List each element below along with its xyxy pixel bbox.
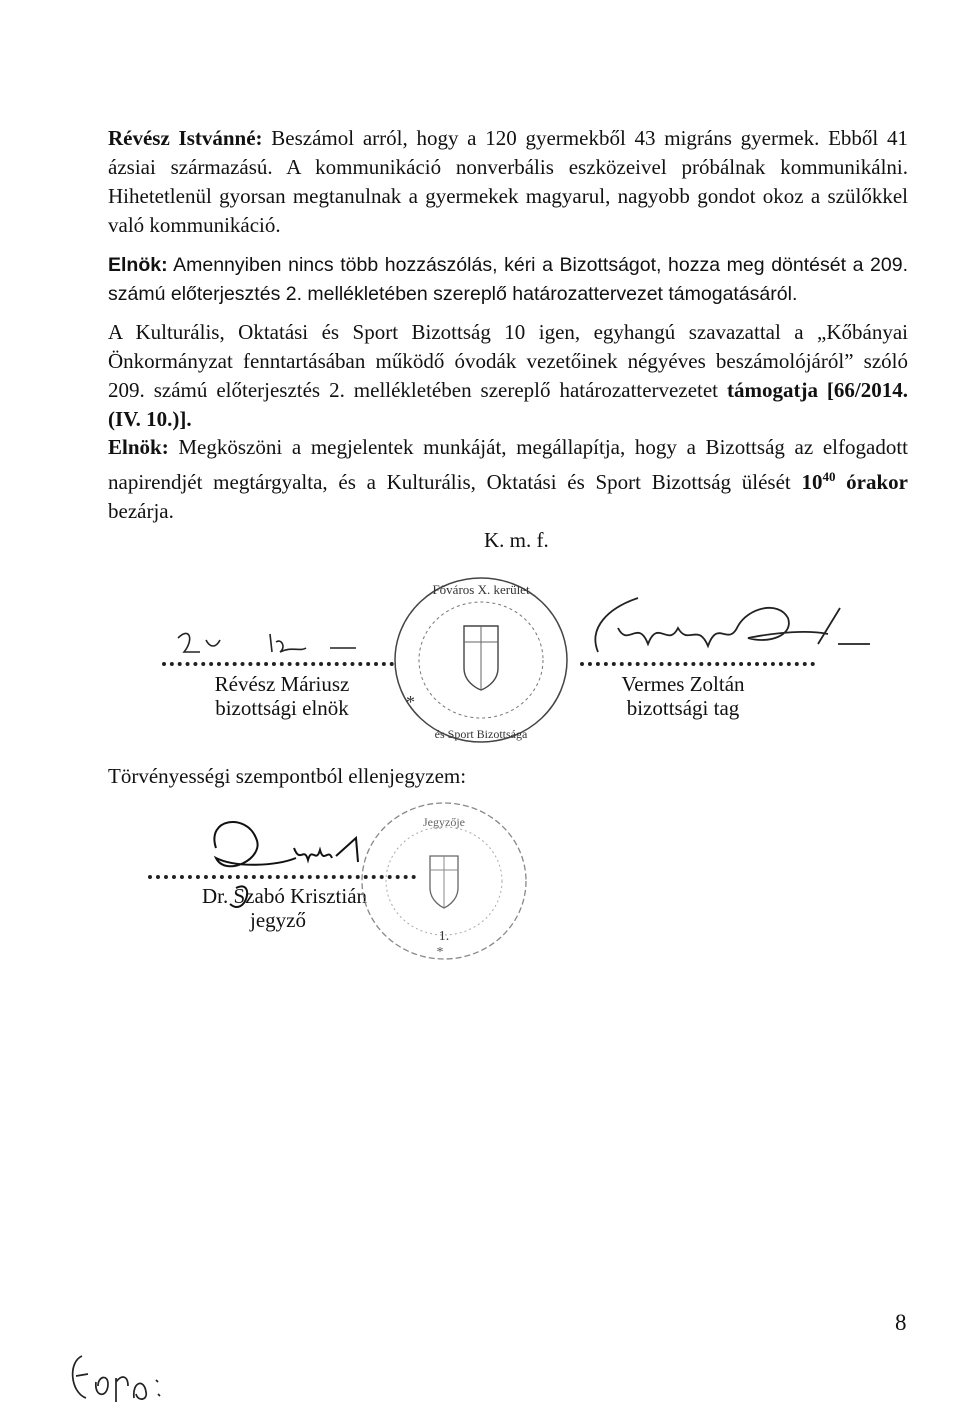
paragraph-chair-request: [108, 251, 908, 309]
svg-text:*: *: [406, 692, 415, 712]
speaker-name: Elnök:: [108, 435, 169, 459]
stamp-number: 1.: [438, 929, 450, 944]
notary-name: Dr. Szabó Krisztián: [202, 884, 368, 908]
signature-line-right: [580, 662, 815, 666]
handwritten-signature-right: [578, 588, 878, 668]
official-stamp-notary: [354, 796, 534, 966]
speaker-name: Révész Istvánné:: [108, 126, 263, 150]
handwritten-signature-left: [160, 618, 360, 668]
svg-text:*: *: [436, 945, 444, 960]
page-number: 8: [895, 1310, 907, 1335]
paragraph-text: Megköszöni a megjelentek munkáját, megállapítja, hogy a Bizottság az elfogadott napirendjét megtárgyalta, és a Kulturális, Oktatási és Sport Bizottság ülését: [108, 435, 908, 494]
svg-text:és Sport Bizottsága: és Sport Bizottsága: [434, 727, 528, 741]
svg-text:Jegyzője: Jegyzője: [423, 815, 465, 829]
paragraph-closing-remarks: [108, 433, 908, 526]
resolution-number: támogatja [66/2014. (IV. 10.)].: [108, 378, 908, 431]
time-hour: 10: [801, 470, 823, 494]
signer-name-right: Vermes Zoltán: [621, 672, 745, 696]
signature-line-left: [162, 662, 394, 666]
time-word: órakor: [846, 470, 908, 494]
paragraph-report: [108, 124, 908, 240]
paragraph-resolution: [108, 318, 908, 434]
paragraph-text: Amennyiben nincs több hozzászólás, kéri a Bizottságot, hozza meg döntését a 209. számú előterjesztés 2. mellékletében szereplő határozattervezet támogatásáról.: [108, 254, 908, 305]
legal-countersign-heading: Törvényességi szempontból ellenjegyzem:: [108, 764, 467, 788]
signer-role-right: bizottsági tag: [626, 696, 740, 720]
paragraph-text: Beszámol arról, hogy a 120 gyermekből 43 migráns gyermek. Ebből 41 ázsiai származású. A kommunikáció nonverbális eszközeivel próbálnak kommunikálni. Hihetetlenül gyorsan megtanulnak a gyermekek magyarul, nagyobb gondot okoz a szülőkkel való kommunikáció.: [108, 126, 908, 237]
signer-name-left: Révész Máriusz: [214, 672, 350, 696]
paragraph-text: A Kulturális, Oktatási és Sport Bizottság 10 igen, egyhangú szavazattal a „Kőbányai Önkormányzat fenntartásában működő óvodák vezetőinek négyéves beszámolójáról” szóló 209. számú előterjesztés 2. mellékletében szereplő határozattervezetet: [108, 320, 908, 402]
official-stamp-committee: [386, 568, 576, 748]
svg-text:Főváros X. kerület: Főváros X. kerület: [432, 582, 530, 597]
time-minute: 40: [822, 469, 836, 484]
speaker-name: Elnök:: [108, 254, 168, 276]
signer-role-left: bizottsági elnök: [215, 696, 349, 720]
handwritten-initials: [64, 1342, 184, 1408]
paragraph-end: bezárja.: [108, 499, 174, 523]
notary-role: jegyző: [250, 908, 306, 932]
